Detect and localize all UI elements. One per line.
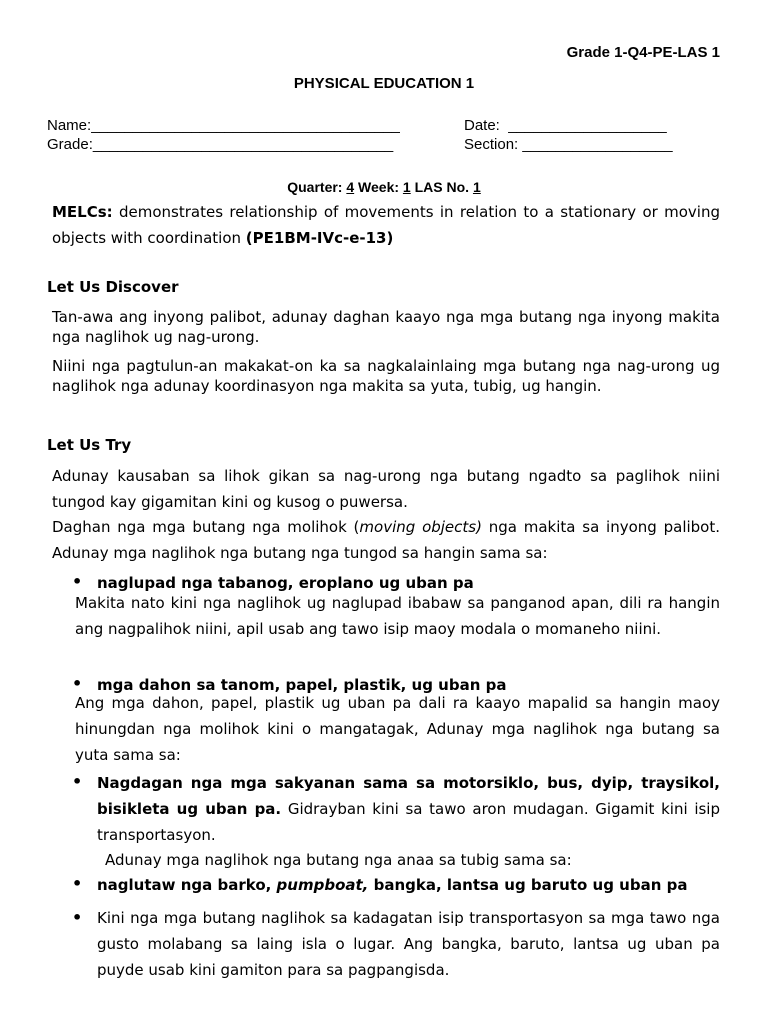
bullet-dot-icon: • <box>72 572 83 591</box>
grade-field[interactable] <box>47 136 393 153</box>
try-paragraph-2 <box>52 514 720 566</box>
bullet-4-start: naglutaw nga barko, <box>97 876 277 894</box>
bullet-3-bold: Nagdagan nga mga sakyanan sama sa motorsiklo, bus, dyip, traysikol, bisikleta ug uban pa. <box>97 774 720 818</box>
date-label: Date: <box>464 117 500 134</box>
bullet-1-body: Makita nato kini nga naglihok ug naglupad ibabaw sa panganod apan, dili ra hangin ang nagpalihok niini, apil usab ang tawo isip maoy modala o momaneho niini. <box>75 594 720 638</box>
name-field[interactable] <box>47 117 400 134</box>
bullet-dot-icon: • <box>72 908 83 927</box>
page-title: PHYSICAL EDUCATION 1 <box>293 75 475 92</box>
section-heading-discover: Let Us Discover <box>47 278 179 296</box>
las-value: 1 <box>472 179 481 195</box>
bullet-dot-icon: • <box>72 874 83 893</box>
bullet-3-body <box>97 770 720 848</box>
try-paragraph-1: Adunay kausaban sa lihok gikan sa nag-urong nga butang ngadto sa paglihok niini tungod kay gigamitan kini og kusog o puwersa. <box>52 467 720 511</box>
try-p2-start: Daghan nga mga butang nga molihok ( <box>52 518 360 536</box>
bullet-5-body: Kini nga mga butang naglihok sa kadagatan isip transportasyon sa mga tawo nga gusto molabang sa laing isla o lugar. Ang bangka, baruto, lantsa ug uban pa puyde usab kini gamiton para sa pagpangisda. <box>97 909 720 979</box>
melcs-label: MELCs: <box>52 203 113 221</box>
grade-label: Grade: <box>47 136 93 153</box>
try-p2-end: nga makita sa inyong palibot. Adunay mga naglihok nga butang nga tungod sa hangin sama sa: <box>52 518 720 562</box>
bullet-3-rest: Gidrayban kini sa tawo aron mudagan. Gigamit kini isip transportasyon. <box>97 800 721 844</box>
document-code: Grade 1-Q4-PE-LAS 1 <box>566 44 720 61</box>
quarter-label: Quarter: <box>287 179 343 195</box>
bullet-4-title <box>97 876 687 894</box>
bullet-dot-icon: • <box>72 772 83 791</box>
las-label: LAS No. <box>414 179 470 195</box>
grade-line: ____________________________________ <box>92 136 394 153</box>
quarter-line <box>0 179 768 195</box>
melcs-paragraph <box>52 199 720 251</box>
bullet-dot-icon: • <box>72 674 83 693</box>
date-line: ___________________ <box>508 117 667 134</box>
try-p2-italic: moving objects) <box>359 518 482 536</box>
section-heading-try: Let Us Try <box>47 436 132 454</box>
water-intro: Adunay mga naglihok nga butang nga anaa sa tubig sama sa: <box>105 851 572 869</box>
week-label: Week: <box>358 179 400 195</box>
date-field[interactable] <box>464 117 667 134</box>
section-field[interactable] <box>464 136 673 153</box>
melcs-text: demonstrates relationship of movements in relation to a stationary or moving objects with coordination <box>52 203 720 247</box>
bullet-4-end: bangka, lantsa ug baruto ug uban pa <box>368 876 688 894</box>
discover-paragraph-1: Tan-awa ang inyong palibot, adunay daghan kaayo nga mga butang nga inyong makita nga naglihok ug nag-urong. <box>52 308 720 346</box>
name-label: Name: <box>47 117 92 134</box>
melcs-code: (PE1BM-IVc-e-13) <box>245 229 394 247</box>
section-line: __________________ <box>522 136 673 153</box>
discover-paragraph-2: Niini nga pagtulun-an makakat-on ka sa nagkalainlaing mga butang nga nag-urong ug naglihok nga adunay koordinasyon nga makita sa yuta, tubig, ug hangin. <box>52 357 720 395</box>
bullet-2-title: mga dahon sa tanom, papel, plastik, ug uban pa <box>97 676 507 694</box>
bullet-2-body: Ang mga dahon, papel, plastik ug uban pa dali ra kaayo mapalid sa hangin maoy hinungdan nga molihok kini o mangatagak, Adunay mga naglihok nga butang sa yuta sama sa: <box>75 694 720 764</box>
section-label: Section: <box>464 136 519 153</box>
bullet-1-title: naglupad nga tabanog, eroplano ug uban pa <box>97 574 474 592</box>
bullet-4-italic: pumpboat, <box>276 876 369 894</box>
quarter-value: 4 <box>346 179 355 195</box>
week-value: 1 <box>402 179 411 195</box>
name-line: _____________________________________ <box>91 117 400 134</box>
